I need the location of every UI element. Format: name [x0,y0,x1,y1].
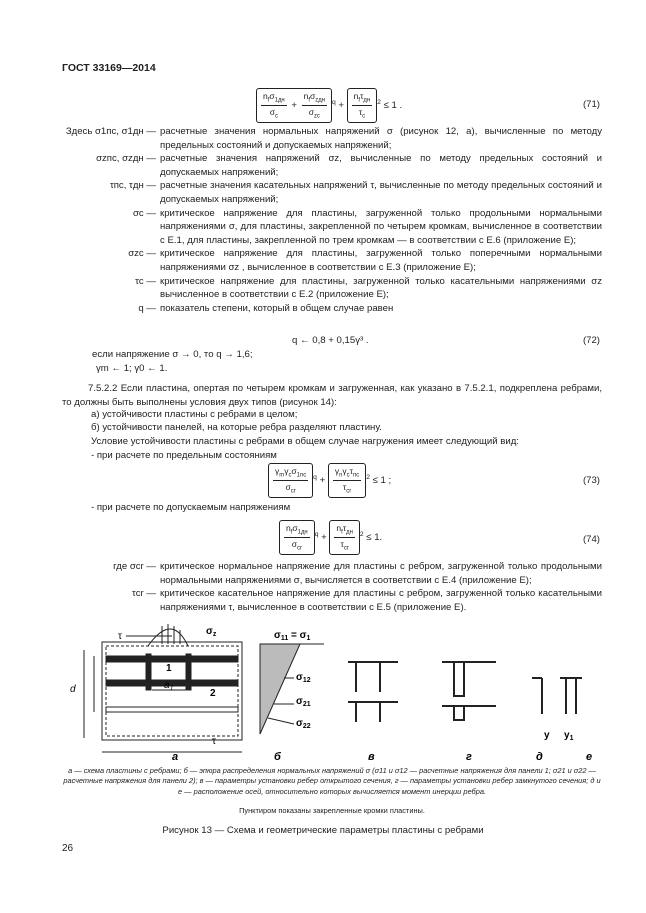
rib-axes-d-e [532,678,582,714]
sublabel-g: г [466,751,472,762]
label-sigma-z: $\sigma_z$ [206,626,217,638]
definitions-list [62,125,602,316]
list-item-b: б) устойчивости панелей, на которые ребра разделяют пластину. [91,422,382,433]
figure-caption-legend: а — схема пластины с ребрами; б — эпюра распределения нормальных напряжений σ (σ11 и σ12 — расчетные напряжения для панели 1; σ21 и σ22 — расчетные напряжения для панели 2); в — параметры установки ребер открытого сечения, г — параметры установки ребер замкнутого сечения; д и е — расположение осей, относительно которых вычисляется момент инерции ребра. [63,766,601,796]
label-panel-2: 2 [210,688,216,699]
allowable-stress-label: - при расчете по допускаемым напряжениям [91,502,291,513]
equation-72-number: (72) [582,335,600,346]
definition-row [62,275,602,302]
open-rib-parameters-v [348,662,398,722]
label-sigma22: $\sigma_{22}$ [296,718,311,730]
label-y1: $y_1$ [564,730,574,742]
definition-row [62,247,602,274]
definition-symbol: q — [138,302,156,314]
label-y: y [544,730,550,741]
sublabel-e: е [586,751,593,762]
equation-73-number: (73) [582,475,600,486]
definition-symbol: τc — [135,275,156,287]
sublabel-d: д [536,751,543,762]
definition-row [62,179,602,206]
definition-row [62,207,602,248]
where-definition-row [62,587,602,614]
label-tau-bottom: τ [212,736,216,747]
label-d: d [70,684,76,695]
where-definition-text: критическое касательное напряжение для пластины с ребром, загруженной только касательными напряжениями τ, вычисленное в соответствии с Е.5 (приложение Е). [160,588,602,613]
definition-text: показатель степени, который в общем случае равен [160,302,394,314]
definition-symbol: σc — [133,207,156,219]
label-panel-1: 1 [166,663,172,674]
stress-diagram-b [260,644,324,734]
definition-text: критическое напряжение для пластины, загруженной только продольными нормальными напряжениями σ, для пластины, закрепленной по четырем кромкам, вычисленное в соответствии с Е.1, для пластины, закрепленной по трем кромкам — в соответствии с Е.6 (приложение Е); [160,207,602,246]
definition-symbol: τпс, τдн — [109,180,156,192]
label-tau-top: τ [118,631,122,642]
where-definition-symbol: τcr — [131,588,156,600]
equation-72: q ← 0,8 + 0,15γ³ . [292,335,369,346]
where-definition-row [62,560,602,587]
definition-text: критическое напряжение для пластины, загруженной только поперечными нормальными напряжениями σz , вычисленное в соответствии с Е.3 (приложение Е); [160,248,602,274]
where-definition-symbol: где σcr — [113,561,156,572]
figure-13-diagram [62,622,602,762]
equation-71: $\frac{n_f\sigma_{1дн}}{\sigma_c}$ + $\frac{n_f\sigma_{zдн}}{\sigma_{zc}}$ $^q$ + $\frac{n_f\tau_{дн}}{\tau_c}$ $^2$ ≤ 1 . [256,88,402,123]
plate-scheme-a [84,624,242,752]
paragraph-7-5-2-2: 7.5.2.2 Если пластина, опертая по четырем кромкам и загруженная, как указано в 7.5.2.1, подкреплена ребрами, то должны быть выполнены условия двух типов (рисунок 14): [62,383,602,408]
figure-title: Рисунок 13 — Схема и геометрические параметры пластины с ребрами [162,825,484,836]
definition-symbol: Здесь σ1пс, σ1дн — [65,126,156,137]
document-header: ГОСТ 33169—2014 [62,62,156,74]
equation-71-number: (71) [582,99,600,110]
list-item-a: а) устойчивости пластины с ребрами в целом; [91,409,298,420]
label-sigma12: $\sigma_{12}$ [296,672,311,684]
definition-text: расчетные значения касательных напряжений τ, вычисленные по методу предельных состояний и допускаемых напряжений; [160,180,602,206]
closed-rib-parameters-g [442,662,496,720]
limit-state-label: - при расчете по предельным состояниям [91,450,277,461]
figure-note: Пунктиром показаны закрепленные кромки пластины. [239,806,425,815]
definition-symbol: σzпс, σzдн — [96,153,156,165]
definition-row [62,302,602,316]
condition-line-1: если напряжение σ → 0, то q → 1,6; [92,349,253,360]
definition-text: критическое напряжение для пластины, загруженной только касательными напряжениями σz вычисленное в соответствии с Е.2 (приложение Е); [160,275,602,301]
label-sigma11: $\sigma_{11} = \sigma_1$ [274,630,311,642]
sublabel-b: б [274,751,281,762]
condition-line-2: γm ← 1; γ0 ← 1. [96,363,168,374]
definition-text: расчетные значения напряжений σz, вычисленные по методу предельных состояний и допускаемых напряжений; [160,153,602,178]
where-definition-text: критическое нормальное напряжение для пластины с ребром, загруженной только продольными нормальными напряжениями σ, вычисляется в соответствии с Е.4 (приложение Е); [160,561,602,586]
sublabel-v: в [368,751,375,762]
definition-symbol: σzc — [128,248,156,260]
equation-73: $\frac{\gamma_m\gamma_c\sigma_{1пс}}{\sigma_{cr}}$ $^q$ + $\frac{\gamma_n\gamma_c\tau_{пс}}{\tau_{cr}}$ $^2$ ≤ 1 ; [268,463,391,498]
general-condition-text: Условие устойчивости пластины с ребрами в общем случае нагружения имеет следующий вид: [91,436,519,447]
page-number: 26 [62,843,74,854]
definition-row [62,152,602,179]
where-list [62,560,602,614]
label-a1: $a_1$ [164,680,174,692]
label-sigma21: $\sigma_{21}$ [296,696,311,708]
definition-row [62,125,602,152]
definition-text: расчетные значения нормальных напряжений σ (рисунок 12, а), вычисленные по методу предельных состояний и допускаемых напряжений; [160,126,602,151]
equation-74: $\frac{n_f\sigma_{1дн}}{\sigma_{cr}}$ $^q$ + $\frac{n_f\tau_{дн}}{\tau_{cr}}$ $^2$ ≤ 1. [279,520,382,555]
sublabel-a: а [172,751,179,762]
equation-74-number: (74) [582,534,600,545]
